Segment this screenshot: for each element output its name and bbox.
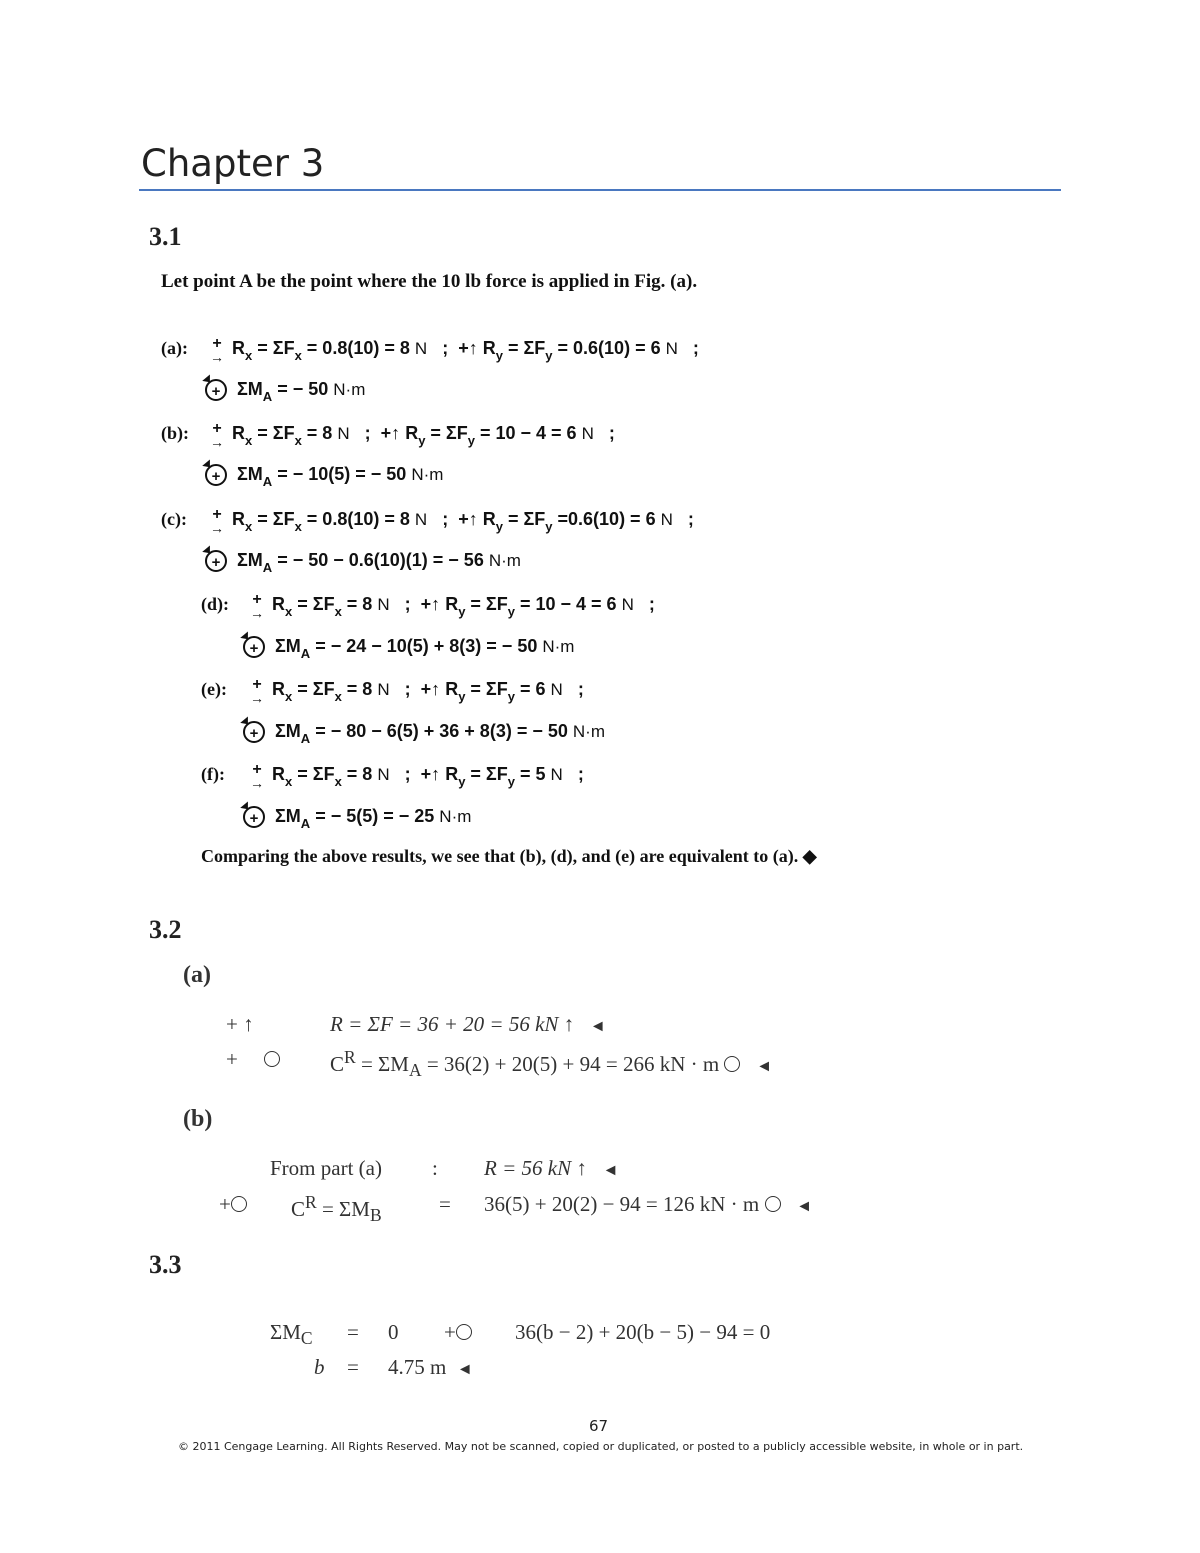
case-label: (b): bbox=[161, 422, 189, 443]
b-line1-eq bbox=[484, 1156, 618, 1181]
cw-moment-icon bbox=[724, 1056, 740, 1072]
force-line-5 bbox=[201, 676, 584, 706]
moment-unit: N·m bbox=[488, 551, 521, 570]
moment-equation: $\Sigma M_A$ = − 10(5) = − 50 bbox=[237, 464, 407, 489]
ccw-moment-icon: + bbox=[243, 636, 265, 658]
moment-unit: N·m bbox=[333, 380, 366, 399]
rx-equation: $R_x = \Sigma F_x = 0.8(10) = 8$ bbox=[232, 508, 410, 534]
plus-right-arrow-icon: + → bbox=[250, 761, 264, 791]
separator: ; bbox=[404, 678, 411, 699]
cw-moment-icon bbox=[264, 1051, 280, 1067]
force-unit: N bbox=[337, 423, 350, 443]
b-line2-text: 36(5) + 20(2) − 94 = 126 kN · m bbox=[484, 1192, 760, 1216]
b-line2-lhs: $C^R = \Sigma M_B$ bbox=[291, 1192, 382, 1226]
cw-moment-icon bbox=[456, 1324, 472, 1340]
force-unit: N bbox=[665, 338, 678, 358]
moment-unit: N·m bbox=[542, 637, 575, 656]
moment-unit: N·m bbox=[572, 722, 605, 741]
separator: ; bbox=[577, 763, 584, 784]
b-from-text: From part (a) bbox=[270, 1156, 382, 1180]
force-unit: N bbox=[550, 764, 563, 784]
c-line1-mid: 0 bbox=[388, 1320, 399, 1344]
force-line-3 bbox=[161, 506, 694, 536]
plus-up-sign: +↑ bbox=[420, 678, 441, 699]
separator: ; bbox=[404, 763, 411, 784]
moment-unit: N·m bbox=[411, 465, 444, 484]
answer-marker: ◄ bbox=[756, 1058, 773, 1075]
c-line2-lhs: b bbox=[314, 1355, 325, 1379]
rx-equation: $R_x = \Sigma F_x = 8$ bbox=[272, 593, 373, 619]
case-label: (f): bbox=[201, 763, 225, 784]
force-line-1 bbox=[161, 335, 699, 365]
answer-marker: ◄ bbox=[602, 1162, 619, 1179]
rx-equation: $R_x = \Sigma F_x = 8$ bbox=[232, 422, 333, 448]
moment-equation: $\Sigma M_A$ = − 24 − 10(5) + 8(3) = − 50 bbox=[275, 636, 538, 661]
case-label: (a): bbox=[161, 337, 188, 358]
force-unit: N bbox=[377, 594, 390, 614]
force-unit: N bbox=[550, 679, 563, 699]
title-rule bbox=[139, 189, 1061, 191]
answer-marker: ◄ bbox=[589, 1018, 606, 1035]
ccw-moment-icon: + bbox=[243, 806, 265, 828]
force-unit: N bbox=[377, 679, 390, 699]
c-line2-text: 4.75 m bbox=[388, 1355, 447, 1379]
problem-3-1-number: 3.1 bbox=[149, 222, 182, 251]
problem-3-2-number: 3.2 bbox=[149, 915, 182, 944]
force-unit: N bbox=[414, 338, 428, 358]
moment-equation: $\Sigma M_A$ = − 5(5) = − 25 bbox=[275, 806, 435, 831]
copyright-footer: © 2011 Cengage Learning. All Rights Reserved. May not be scanned, copied or duplicated, or posted to a publicly accessible website, in whole or in part. bbox=[178, 1440, 1024, 1453]
c-line2-rhs bbox=[388, 1355, 473, 1380]
answer-marker: ◄ bbox=[796, 1198, 813, 1215]
ry-equation: $R_y = \Sigma F_y = 10 - 4 = 6$ bbox=[445, 593, 617, 619]
ccw-moment-icon: + bbox=[243, 721, 265, 743]
b-line1-text: R = 56 kN ↑ bbox=[484, 1156, 587, 1180]
separator: ; bbox=[442, 337, 449, 358]
plus-right-arrow-icon: + → bbox=[250, 591, 264, 621]
chapter-title: Chapter 3 bbox=[141, 142, 325, 185]
rx-equation: $R_x = \Sigma F_x = 0.8(10) = 8$ bbox=[232, 337, 410, 363]
ccw-moment-icon: + bbox=[205, 550, 227, 572]
force-line-6 bbox=[201, 761, 584, 791]
ccw-moment-icon: + bbox=[205, 379, 227, 401]
c-line1-sign: + bbox=[444, 1320, 472, 1345]
cw-moment-icon bbox=[231, 1196, 247, 1212]
a-line1-eq bbox=[330, 1012, 606, 1037]
c-line1-rhs: 36(b − 2) + 20(b − 5) − 94 = 0 bbox=[515, 1320, 771, 1344]
case-label: (d): bbox=[201, 593, 229, 614]
a-line2-eq bbox=[330, 1047, 772, 1081]
rx-equation: $R_x = \Sigma F_x = 8$ bbox=[272, 678, 373, 704]
b-line2-sign: + bbox=[219, 1192, 247, 1217]
case-label: (e): bbox=[201, 678, 227, 699]
cw-moment-icon bbox=[765, 1196, 781, 1212]
a-line1-text: R = ΣF = 36 + 20 = 56 kN ↑ bbox=[330, 1012, 575, 1036]
plus-right-arrow-icon: + → bbox=[210, 335, 224, 365]
plus-up-sign: +↑ bbox=[380, 422, 401, 443]
separator: ; bbox=[687, 508, 694, 529]
part-a-label: (a) bbox=[183, 962, 211, 988]
force-unit: N bbox=[414, 509, 428, 529]
separator: ; bbox=[404, 593, 411, 614]
ry-equation: $R_y = \Sigma F_y = 10 - 4 = 6$ bbox=[405, 422, 577, 448]
moment-equation: $\Sigma M_A$ = − 50 bbox=[237, 379, 329, 404]
separator: ; bbox=[442, 508, 449, 529]
force-line-4 bbox=[201, 591, 655, 621]
plus-right-arrow-icon: + → bbox=[210, 420, 224, 450]
force-unit: N bbox=[581, 423, 594, 443]
a-line1-sign: + ↑ bbox=[226, 1012, 254, 1036]
rx-equation: $R_x = \Sigma F_x = 8$ bbox=[272, 763, 373, 789]
moment-line-6 bbox=[243, 806, 472, 831]
ry-equation: $R_y = \Sigma F_y =0.6(10) = 6$ bbox=[482, 508, 656, 534]
ry-equation: $R_y = \Sigma F_y = 0.6(10) = 6$ bbox=[482, 337, 661, 363]
moment-line-2 bbox=[205, 464, 444, 489]
plus-up-sign: +↑ bbox=[458, 337, 478, 358]
plus-up-sign: +↑ bbox=[420, 763, 441, 784]
ry-equation: $R_y = \Sigma F_y = 6$ bbox=[445, 678, 546, 704]
problem-3-1-conclusion: Comparing the above results, we see that (b), (d), and (e) are equivalent to (a). ◆ bbox=[201, 846, 817, 866]
c-line2-eqsign: = bbox=[347, 1355, 359, 1379]
moment-equation: $\Sigma M_A$ = − 80 − 6(5) + 36 + 8(3) = − 50 bbox=[275, 721, 568, 746]
problem-3-3-number: 3.3 bbox=[149, 1250, 182, 1279]
ccw-moment-icon: + bbox=[205, 464, 227, 486]
separator: ; bbox=[577, 678, 584, 699]
moment-line-4 bbox=[243, 636, 575, 661]
moment-unit: N·m bbox=[439, 807, 472, 826]
problem-3-1-intro: Let point A be the point where the 10 lb force is applied in Fig. (a). bbox=[161, 271, 698, 292]
separator: ; bbox=[364, 422, 371, 443]
b-line2-rhs bbox=[484, 1192, 812, 1217]
a-line2-sign bbox=[226, 1047, 280, 1072]
a-line2-plus: + bbox=[226, 1047, 238, 1071]
part-b-label: (b) bbox=[183, 1106, 213, 1132]
plus-up-sign: +↑ bbox=[458, 508, 478, 529]
page-number: 67 bbox=[589, 1417, 609, 1435]
force-unit: N bbox=[377, 764, 390, 784]
a-line2-text: $C^R = \Sigma M_A = 36(2) + 20(5) + 94 = 266$ kN · m bbox=[330, 1047, 720, 1081]
force-unit: N bbox=[621, 594, 634, 614]
moment-line-5 bbox=[243, 721, 605, 746]
plus-right-arrow-icon: + → bbox=[250, 676, 264, 706]
answer-marker: ◄ bbox=[456, 1361, 473, 1378]
moment-line-1 bbox=[205, 379, 366, 404]
case-label: (c): bbox=[161, 508, 187, 529]
force-line-2 bbox=[161, 420, 615, 450]
separator: ; bbox=[608, 422, 615, 443]
moment-equation: $\Sigma M_A$ = − 50 − 0.6(10)(1) = − 56 bbox=[237, 550, 484, 575]
force-unit: N bbox=[660, 509, 673, 529]
moment-line-3 bbox=[205, 550, 521, 575]
separator: ; bbox=[692, 337, 699, 358]
plus-up-sign: +↑ bbox=[420, 593, 441, 614]
plus-right-arrow-icon: + → bbox=[210, 506, 224, 536]
c-line1-lhs: $\Sigma M_C$ bbox=[270, 1320, 313, 1349]
b-colon: : bbox=[432, 1156, 438, 1180]
ry-equation: $R_y = \Sigma F_y = 5$ bbox=[445, 763, 546, 789]
separator: ; bbox=[648, 593, 655, 614]
c-line1-eqsign: = bbox=[347, 1320, 359, 1344]
b-line2-eqsign: = bbox=[439, 1192, 451, 1216]
